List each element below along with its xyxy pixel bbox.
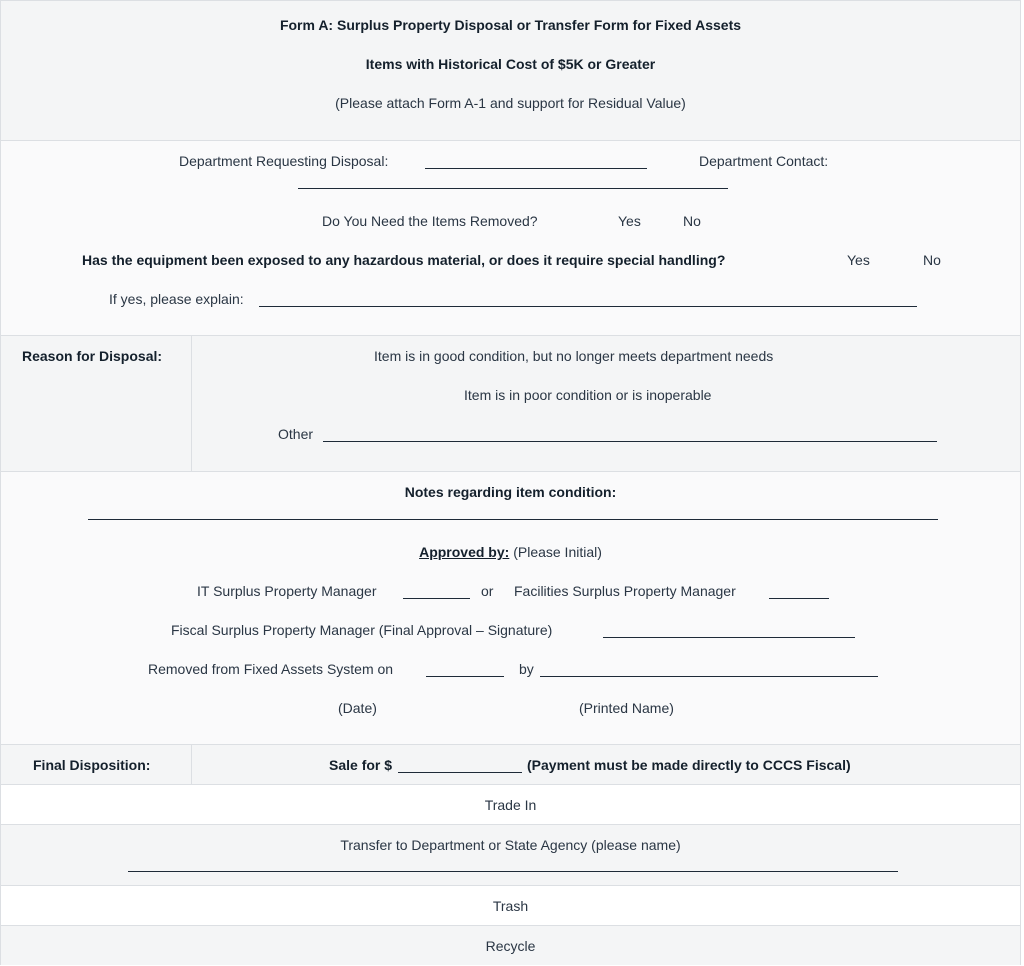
or-text: or: [481, 583, 494, 599]
trash-option[interactable]: Trash: [492, 898, 529, 914]
removed-label: Removed from Fixed Assets System on: [148, 661, 394, 677]
explain-label: If yes, please explain:: [109, 291, 244, 307]
disposition-trade-in-row[interactable]: [1, 784, 1020, 824]
department-label: Department Requesting Disposal:: [179, 153, 389, 169]
reason-option-good-condition[interactable]: Item is in good condition, but no longer meets department needs: [374, 348, 774, 364]
transfer-agency-field[interactable]: [128, 871, 898, 872]
form-header: [1, 1, 1020, 140]
removal-yes-option[interactable]: Yes: [618, 213, 641, 229]
department-field[interactable]: [425, 168, 647, 169]
form-title: Form A: Surplus Property Disposal or Transfer Form for Fixed Assets: [279, 17, 742, 33]
facilities-manager-label: Facilities Surplus Property Manager: [514, 583, 736, 599]
sale-suffix: (Payment must be made directly to CCCS Fiscal): [527, 757, 851, 773]
hazard-no-option[interactable]: No: [923, 252, 941, 268]
reason-other-field[interactable]: [323, 441, 937, 442]
facilities-manager-initial-field[interactable]: [769, 598, 829, 599]
contact-field[interactable]: [298, 188, 728, 189]
fiscal-signature-field[interactable]: [603, 637, 855, 638]
it-manager-label: IT Surplus Property Manager: [197, 583, 377, 599]
approved-by-label: Approved by:: [419, 544, 510, 560]
trade-in-option[interactable]: Trade In: [484, 797, 537, 813]
disposition-divider: [191, 745, 192, 784]
notes-field[interactable]: [88, 519, 938, 520]
form-note: (Please attach Form A-1 and support for Residual Value): [335, 95, 686, 111]
reason-other-label: Other: [278, 426, 314, 442]
by-text: by: [519, 661, 534, 677]
disposition-sale-row: [1, 744, 1020, 784]
fiscal-manager-label: Fiscal Surplus Property Manager (Final Approval – Signature): [171, 622, 553, 638]
request-section: [1, 140, 1020, 335]
form-subtitle: Items with Historical Cost of $5K or Greater: [365, 56, 656, 72]
printed-name-caption: (Printed Name): [579, 700, 674, 716]
disposition-label: Final Disposition:: [33, 757, 151, 773]
reason-section: [1, 335, 1020, 471]
removed-date-field[interactable]: [426, 676, 504, 677]
printed-name-field[interactable]: [540, 676, 878, 677]
disposition-recycle-row[interactable]: [1, 925, 1020, 965]
contact-label: Department Contact:: [699, 153, 829, 169]
hazard-yes-option[interactable]: Yes: [847, 252, 870, 268]
transfer-option[interactable]: Transfer to Department or State Agency (please name): [340, 837, 681, 853]
removal-no-option[interactable]: No: [683, 213, 701, 229]
please-initial-note: (Please Initial): [513, 544, 602, 560]
sale-prefix: Sale for $: [329, 757, 393, 773]
reason-option-poor-condition[interactable]: Item is in poor condition or is inoperable: [464, 387, 712, 403]
removal-question: Do You Need the Items Removed?: [322, 213, 538, 229]
approved-by-line: [1, 544, 1020, 560]
recycle-option[interactable]: Recycle: [485, 938, 536, 954]
approval-section: [1, 471, 1020, 744]
hazard-question: Has the equipment been exposed to any hazardous material, or does it require special handling?: [82, 252, 726, 268]
notes-label: Notes regarding item condition:: [404, 484, 617, 500]
disposition-trash-row[interactable]: [1, 885, 1020, 925]
explain-field[interactable]: [259, 306, 917, 307]
reason-divider: [191, 336, 192, 471]
reason-label: Reason for Disposal:: [22, 348, 163, 364]
date-caption: (Date): [338, 700, 377, 716]
it-manager-initial-field[interactable]: [403, 598, 470, 599]
disposition-transfer-row: [1, 824, 1020, 885]
sale-amount-field[interactable]: [398, 772, 522, 773]
